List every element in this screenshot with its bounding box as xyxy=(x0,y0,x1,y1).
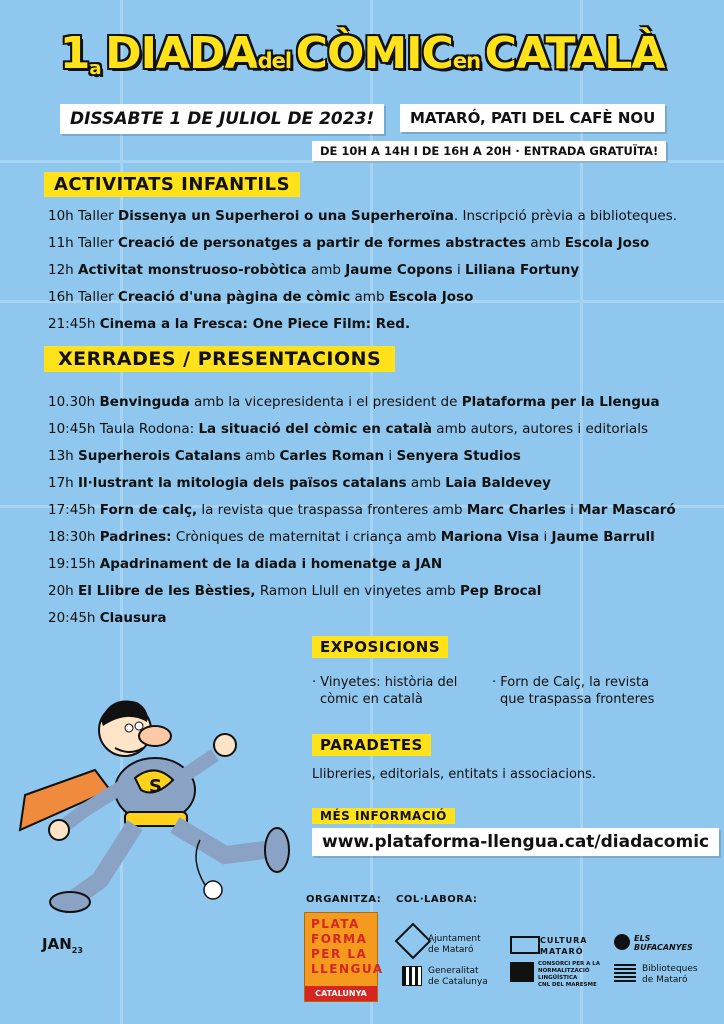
list-item xyxy=(48,230,677,257)
item-title: Creació d'una pàgina de còmic xyxy=(117,289,351,305)
list-item xyxy=(48,470,676,497)
logo-line: Generalitat xyxy=(428,966,479,976)
item-time: 17:45h xyxy=(48,502,96,518)
artist-signature: $JAN_{23}$ xyxy=(42,935,83,955)
item-text: i xyxy=(565,502,579,518)
logo-line: de Mataró xyxy=(428,945,474,955)
cnl-logo[interactable] xyxy=(538,961,600,989)
title-ordinal: a xyxy=(89,58,101,79)
logo-line: PER LA xyxy=(311,947,368,961)
generalitat-logo[interactable] xyxy=(428,966,488,988)
exposicio-line: · Forn de Calç, la revista xyxy=(492,675,650,690)
title-word: del xyxy=(257,49,292,73)
title-word: CATALÀ xyxy=(484,28,665,79)
talks-list xyxy=(48,389,676,632)
logo-line: ELS xyxy=(634,934,651,943)
logo-line: LINGÜÍSTICA xyxy=(538,975,578,981)
cnl-logo-icon xyxy=(510,962,534,982)
title-word: en xyxy=(452,49,481,73)
item-time: 21:45h xyxy=(48,316,96,332)
title-number: 1 xyxy=(59,28,90,79)
info-link[interactable]: www.plataforma-llengua.cat/diadacomic xyxy=(312,828,719,856)
logo-footer: CATALUNYA xyxy=(305,986,377,1001)
item-title: Il·lustrant la mitologia dels països catalans xyxy=(78,475,407,491)
item-name: Plataforma per la Llengua xyxy=(461,394,660,410)
item-text: . Inscripció prèvia a biblioteques. xyxy=(453,208,678,224)
bufacanyes-logo[interactable] xyxy=(634,934,693,952)
list-item xyxy=(48,605,676,632)
item-name: Pep Brocal xyxy=(460,583,542,599)
hours-label: DE 10H A 14H I DE 16H A 20H · ENTRADA GRATUÏTA! xyxy=(312,141,666,161)
item-name: Jaume Barrull xyxy=(551,529,655,545)
item-text: amb xyxy=(406,475,446,491)
item-time: 16h xyxy=(48,289,74,305)
item-title: Apadrinament de la diada i homenatge a JAN xyxy=(99,556,443,572)
item-text: amb autors, autores i editorials xyxy=(432,421,648,437)
item-text: amb la vicepresidenta i el president de xyxy=(189,394,462,410)
item-time: 12h xyxy=(48,262,74,278)
item-title: La situació del còmic en català xyxy=(198,421,433,437)
item-time: 20h xyxy=(48,583,74,599)
exposicio-line: còmic en català xyxy=(320,692,423,707)
page-title xyxy=(0,28,724,79)
item-name: Mar Mascaró xyxy=(578,502,676,518)
item-name: Escola Joso xyxy=(564,235,650,251)
ajuntament-logo[interactable] xyxy=(428,934,481,956)
item-time: 10.30h xyxy=(48,394,96,410)
logo-line: LLENGUA xyxy=(311,962,384,976)
item-title: Cinema a la Fresca: One Piece Film: Red. xyxy=(99,316,411,332)
item-text: i xyxy=(452,262,466,278)
list-item xyxy=(48,389,676,416)
organitza-label: ORGANITZA: xyxy=(306,894,382,905)
item-text: i xyxy=(384,448,397,464)
item-text: amb xyxy=(350,289,389,305)
item-time: 17h xyxy=(48,475,74,491)
logo-line: de Mataró xyxy=(642,975,688,985)
item-text: Ramon Llull en vinyetes amb xyxy=(255,583,461,599)
item-name: Senyera Studios xyxy=(396,448,521,464)
item-text: la revista que traspassa fronteres amb xyxy=(197,502,467,518)
cultura-logo[interactable] xyxy=(540,935,587,957)
item-title: Creació de personatges a partir de formes abstractes xyxy=(117,235,527,251)
item-name: Escola Joso xyxy=(388,289,474,305)
list-item xyxy=(48,203,677,230)
talks-heading: XERRADES / PRESENTACIONS xyxy=(44,346,395,372)
ajuntament-logo-icon xyxy=(395,923,432,960)
list-item xyxy=(48,578,676,605)
item-name: Jaume Copons xyxy=(345,262,453,278)
list-item xyxy=(48,524,676,551)
date-label: DISSABTE 1 DE JULIOL DE 2023! xyxy=(60,104,384,134)
exposicio-item xyxy=(312,674,457,708)
logo-line: FORMA xyxy=(311,932,368,946)
logo-line: NORMALITZACIÓ xyxy=(538,968,590,974)
bufacanyes-logo-icon xyxy=(614,934,630,950)
info-heading: MÉS INFORMACIÓ xyxy=(312,808,455,824)
item-name: Liliana Fortuny xyxy=(465,262,580,278)
svg-text:S: S xyxy=(149,776,162,797)
list-item xyxy=(48,284,677,311)
logo-line: Ajuntament xyxy=(428,934,481,944)
title-word: CÒMIC xyxy=(295,28,453,79)
kids-heading: ACTIVITATS INFANTILS xyxy=(44,172,300,197)
item-title: Clausura xyxy=(99,610,167,626)
item-title: Dissenya un Superheroi o una Superheroïna xyxy=(117,208,454,224)
list-item xyxy=(48,416,676,443)
logo-line: CULTURA xyxy=(540,936,588,945)
item-title: El Llibre de les Bèsties, xyxy=(78,583,256,599)
list-item xyxy=(48,257,677,284)
paradetes-text: Llibreries, editorials, entitats i associacions. xyxy=(312,767,597,782)
exposicio-line: que traspassa fronteres xyxy=(500,692,655,707)
item-name: Marc Charles xyxy=(466,502,566,518)
logo-line: MATARÓ xyxy=(540,947,584,956)
item-name: Carles Roman xyxy=(279,448,385,464)
item-name: Mariona Visa xyxy=(440,529,540,545)
item-time: 11h xyxy=(48,235,74,251)
logo-line: Biblioteques xyxy=(642,964,698,974)
generalitat-logo-icon xyxy=(402,966,422,986)
kids-list xyxy=(48,203,677,338)
item-text: i xyxy=(539,529,552,545)
item-prefix: Taula Rodona: xyxy=(99,421,199,437)
plataforma-logo[interactable] xyxy=(304,912,384,1002)
logo-line: BUFACANYES xyxy=(634,943,693,952)
logo-line: de Catalunya xyxy=(428,977,488,987)
item-prefix: Taller xyxy=(78,208,114,224)
list-item xyxy=(48,497,676,524)
list-item xyxy=(48,311,677,338)
paradetes-heading: PARADETES xyxy=(312,734,431,756)
item-title: Padrines: xyxy=(99,529,172,545)
biblioteques-logo[interactable] xyxy=(642,964,698,986)
exposicions-heading: EXPOSICIONS xyxy=(312,636,448,658)
item-title: Benvinguda xyxy=(99,394,190,410)
list-item xyxy=(48,551,676,578)
item-title: Superherois Catalans xyxy=(78,448,241,464)
place-label: MATARÓ, PATI DEL CAFÈ NOU xyxy=(400,104,665,132)
item-text: amb xyxy=(306,262,346,278)
logo-line: PLATA xyxy=(311,917,360,931)
exposicio-line: · Vinyetes: història del xyxy=(312,675,458,690)
item-time: 20:45h xyxy=(48,610,96,626)
item-text: Cròniques de maternitat i criança amb xyxy=(171,529,441,545)
item-time: 18:30h xyxy=(48,529,96,545)
item-prefix: Taller xyxy=(78,289,114,305)
exposicio-item xyxy=(492,674,654,708)
logo-line: CNL DEL MARESME xyxy=(538,982,597,988)
item-prefix: Taller xyxy=(78,235,114,251)
item-title: Forn de calç, xyxy=(99,502,198,518)
item-time: 10h xyxy=(48,208,74,224)
biblioteques-logo-icon xyxy=(614,964,636,982)
item-time: 13h xyxy=(48,448,74,464)
item-name: Laia Baldevey xyxy=(445,475,551,491)
item-time: 19:15h xyxy=(48,556,96,572)
item-text: amb xyxy=(240,448,280,464)
list-item xyxy=(48,443,676,470)
cultura-logo-icon xyxy=(510,936,540,954)
item-text: amb xyxy=(526,235,565,251)
superhero-illustration xyxy=(15,690,305,920)
collabora-label: COL·LABORA: xyxy=(396,894,478,905)
item-time: 10:45h xyxy=(48,421,96,437)
logo-line: CONSORCI PER A LA xyxy=(538,961,601,967)
item-title: Activitat monstruoso-robòtica xyxy=(78,262,307,278)
title-word: DIADA xyxy=(105,28,258,79)
